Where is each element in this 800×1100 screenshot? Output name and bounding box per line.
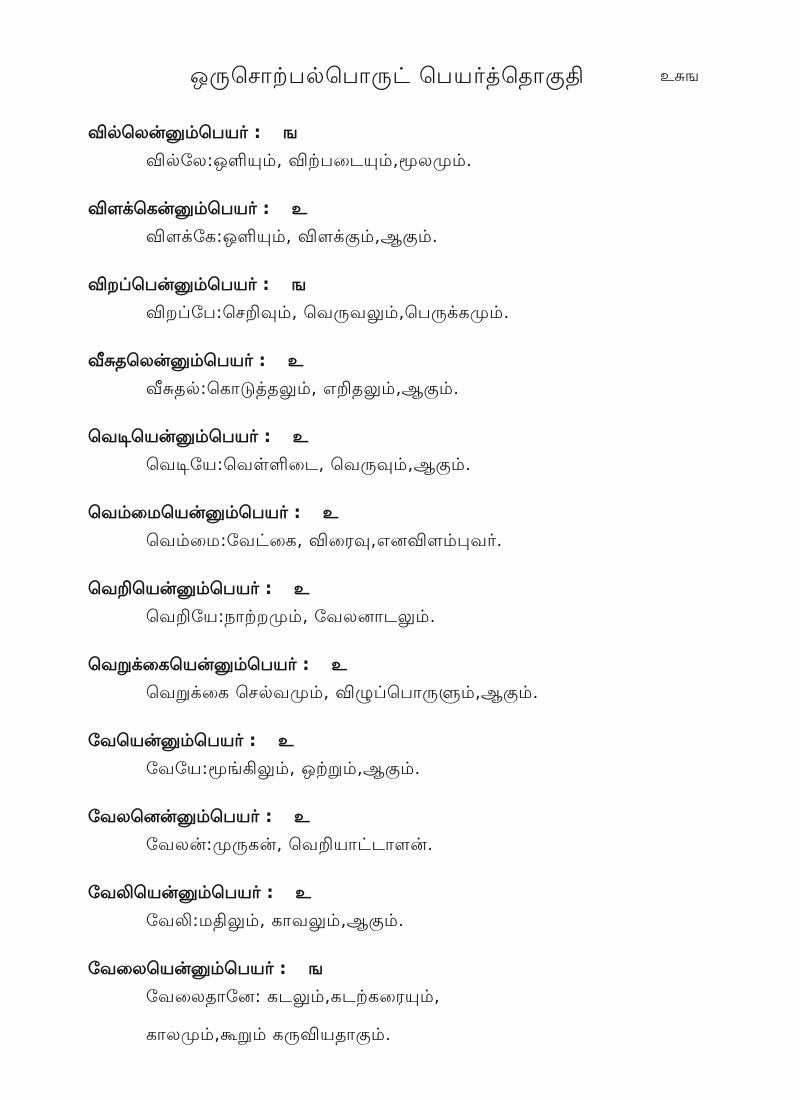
page-number: உசுங [660,66,699,85]
meaning-count: ங [282,123,298,143]
entry [88,728,728,784]
entry-heading [88,880,728,906]
entry-heading-text: வேயென்னும்பெயர் : [88,731,257,751]
entry-heading-text: விறப்பென்னும்பெயர் : [88,275,270,295]
entry-heading [88,804,728,830]
entry-heading-text: விளக்கென்னும்பெயர் : [88,199,270,219]
meaning-count: உ [293,579,310,599]
entry-heading-text: வீசுதலென்னும்பெயர் : [88,351,266,371]
entry [88,120,728,176]
meaning-count: உ [322,503,339,523]
entry-heading [88,652,728,678]
entry-heading [88,728,728,754]
entry [88,272,728,328]
entry-heading-text: வேலியென்னும்பெயர் : [88,883,274,903]
entry-definition: வெறுக்கை செல்வமும், விழுப்பொருளும்,ஆகும். [146,683,539,703]
entry-definition: வேலன்:முருகன், வெறியாட்டாளன். [146,835,434,855]
running-title: ஒருசொற்பல்பொருட் பெயர்த்தொகுதி [190,64,585,89]
entry-definition: வெம்மை:வேட்கை, விரைவு,எனவிளம்புவர். [146,531,503,551]
entry [88,196,728,252]
entry-heading-text: வில்லென்னும்பெயர் : [88,123,261,143]
entry-definition: வெறியே:நாற்றமும், வேலனாடலும். [146,607,436,627]
entry-list [88,120,728,1070]
running-header [190,64,750,96]
meaning-count: உ [331,655,347,675]
entry-definition: வேயே:மூங்கிலும், ஒற்றும்,ஆகும். [146,759,421,779]
entry-heading [88,956,728,982]
entry-heading [88,500,728,526]
entry-heading-text: வேலையென்னும்பெயர் : [88,959,287,979]
meaning-count: ங [291,275,307,295]
entry-heading [88,120,728,146]
entry [88,804,728,860]
meaning-count: உ [278,731,294,751]
entry-heading [88,424,728,450]
entry [88,652,728,708]
entry [88,424,728,480]
entry-definition-continued: காலமும்,கூறும் கருவியதாகும். [146,1025,392,1045]
entry [88,880,728,936]
meaning-count: ங [308,959,324,979]
meaning-count: உ [292,427,309,447]
entry [88,500,728,556]
entry-definition: வேலைதானே: கடலும்,கடற்கரையும், [146,987,441,1007]
entry [88,348,728,404]
entry-definition: வீசுதல்:கொடுத்தலும், எறிதலும்,ஆகும். [146,379,460,399]
entry-heading-text: வேலனென்னும்பெயர் : [88,807,273,827]
meaning-count: உ [294,807,310,827]
entry-definition: விளக்கே:ஒளியும், விளக்கும்,ஆகும். [146,227,439,247]
entry-heading-text: வெம்மையென்னும்பெயர் : [88,503,301,523]
entry-definition: வில்லே:ஒளியும், விற்படையும்,மூலமும். [146,151,473,171]
meaning-count: உ [295,883,311,903]
entry [88,576,728,632]
entry-heading-text: வெறியென்னும்பெயர் : [88,579,272,599]
entry-heading-text: வெடியென்னும்பெயர் : [88,427,271,447]
entry-heading [88,348,728,374]
entry-definition: வேலி:மதிலும், காவலும்,ஆகும். [146,911,405,931]
entry-definition: விறப்பே:செறிவும், வெருவலும்,பெருக்கமும். [146,303,510,323]
entry-heading [88,196,728,222]
entry-heading [88,576,728,602]
entry-definition: வெடியே:வெள்ளிடை, வெருவும்,ஆகும். [146,455,472,475]
entry [88,956,728,1050]
meaning-count: உ [287,351,304,371]
entry-heading-text: வெறுக்கையென்னும்பெயர் : [88,655,310,675]
meaning-count: உ [291,199,308,219]
entry-heading [88,272,728,298]
